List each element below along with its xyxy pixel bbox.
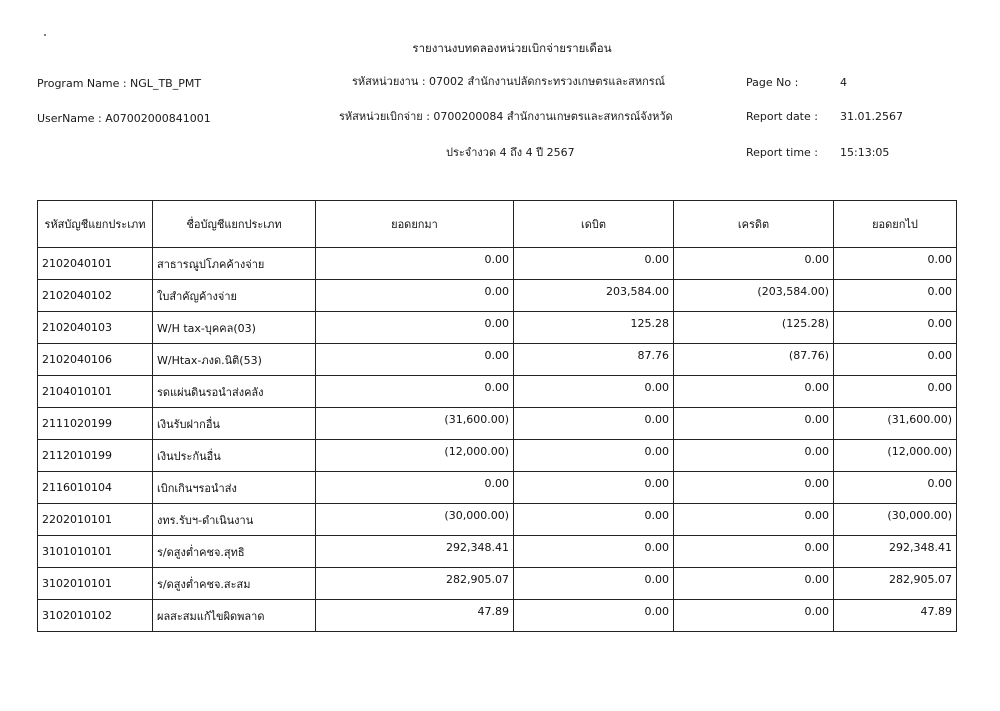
debit-amount: 0.00 — [514, 248, 674, 280]
opening-balance: 282,905.07 — [316, 568, 514, 600]
account-name: เงินประกันอื่น — [153, 440, 316, 472]
account-name: W/H tax-บุคคล(03) — [153, 312, 316, 344]
closing-balance: 0.00 — [834, 312, 957, 344]
program-name: Program Name : NGL_TB_PMT — [37, 77, 202, 90]
closing-balance: 292,348.41 — [834, 536, 957, 568]
closing-balance: 0.00 — [834, 472, 957, 504]
opening-balance: 0.00 — [316, 312, 514, 344]
closing-balance: 0.00 — [834, 280, 957, 312]
table-row — [38, 376, 957, 408]
account-code: 2102040106 — [38, 344, 153, 376]
account-code: 2102040101 — [38, 248, 153, 280]
debit-amount: 0.00 — [514, 440, 674, 472]
closing-balance: 0.00 — [834, 248, 957, 280]
account-code: 2102040103 — [38, 312, 153, 344]
closing-balance: 47.89 — [834, 600, 957, 632]
opening-balance: 0.00 — [316, 248, 514, 280]
report-time-label: Report time : — [746, 146, 819, 159]
credit-amount: (203,584.00) — [674, 280, 834, 312]
agency-code: รหัสหน่วยงาน : 07002 สำนักงานปลัดกระทรวงเกษตรและสหกรณ์ — [352, 75, 665, 88]
report-date-value: 31.01.2567 — [840, 110, 903, 123]
table-header-row — [38, 201, 957, 248]
header-closing-balance: ยอดยกไป — [834, 201, 957, 248]
opening-balance: 0.00 — [316, 344, 514, 376]
debit-amount: 0.00 — [514, 536, 674, 568]
opening-balance: (12,000.00) — [316, 440, 514, 472]
account-name: งทร.รับฯ-ดำเนินงาน — [153, 504, 316, 536]
debit-amount: 87.76 — [514, 344, 674, 376]
account-name: ใบสำคัญค้างจ่าย — [153, 280, 316, 312]
table-row — [38, 248, 957, 280]
closing-balance: 0.00 — [834, 376, 957, 408]
opening-balance: 0.00 — [316, 472, 514, 504]
table-row — [38, 472, 957, 504]
credit-amount: 0.00 — [674, 376, 834, 408]
account-code: 2111020199 — [38, 408, 153, 440]
opening-balance: 47.89 — [316, 600, 514, 632]
account-name: ผลสะสมแก้ไขผิดพลาด — [153, 600, 316, 632]
account-name: ร/ดสูงต่ำคชจ.สะสม — [153, 568, 316, 600]
table-row — [38, 600, 957, 632]
opening-balance: 0.00 — [316, 376, 514, 408]
account-name: W/Htax-ภงด.นิติ(53) — [153, 344, 316, 376]
account-name: เงินรับฝากอื่น — [153, 408, 316, 440]
opening-balance: (30,000.00) — [316, 504, 514, 536]
credit-amount: 0.00 — [674, 568, 834, 600]
scan-speck — [44, 34, 46, 36]
credit-amount: 0.00 — [674, 472, 834, 504]
closing-balance: (31,600.00) — [834, 408, 957, 440]
credit-amount: 0.00 — [674, 504, 834, 536]
report-time-value: 15:13:05 — [840, 146, 890, 159]
table-row — [38, 344, 957, 376]
report-title: รายงานงบทดลองหน่วยเบิกจ่ายรายเดือน — [412, 41, 612, 55]
user-name: UserName : A07002000841001 — [37, 112, 211, 125]
closing-balance: (12,000.00) — [834, 440, 957, 472]
account-code: 2104010101 — [38, 376, 153, 408]
opening-balance: 292,348.41 — [316, 536, 514, 568]
debit-amount: 0.00 — [514, 472, 674, 504]
account-code: 2202010101 — [38, 504, 153, 536]
account-code: 2116010104 — [38, 472, 153, 504]
report-date-label: Report date : — [746, 110, 818, 123]
account-code: 3102010101 — [38, 568, 153, 600]
credit-amount: 0.00 — [674, 408, 834, 440]
header-opening-balance: ยอดยกมา — [316, 201, 514, 248]
account-name: เบิกเกินฯรอนำส่ง — [153, 472, 316, 504]
report-period: ประจำงวด 4 ถึง 4 ปี 2567 — [446, 146, 575, 159]
table-row — [38, 568, 957, 600]
closing-balance: (30,000.00) — [834, 504, 957, 536]
credit-amount: 0.00 — [674, 440, 834, 472]
closing-balance: 0.00 — [834, 344, 957, 376]
table-row — [38, 312, 957, 344]
credit-amount: 0.00 — [674, 536, 834, 568]
credit-amount: (87.76) — [674, 344, 834, 376]
table-row — [38, 280, 957, 312]
header-credit: เครดิต — [674, 201, 834, 248]
account-code: 3102010102 — [38, 600, 153, 632]
table-row — [38, 440, 957, 472]
debit-amount: 0.00 — [514, 408, 674, 440]
account-name: สาธารณูปโภคค้างจ่าย — [153, 248, 316, 280]
debit-amount: 0.00 — [514, 600, 674, 632]
account-name: รดแผ่นดินรอนำส่งคลัง — [153, 376, 316, 408]
debit-amount: 0.00 — [514, 376, 674, 408]
table-row — [38, 504, 957, 536]
table-row — [38, 408, 957, 440]
header-debit: เดบิต — [514, 201, 674, 248]
account-name: ร/ดสูงต่ำคชจ.สุทธิ — [153, 536, 316, 568]
closing-balance: 282,905.07 — [834, 568, 957, 600]
account-code: 2102040102 — [38, 280, 153, 312]
debit-amount: 203,584.00 — [514, 280, 674, 312]
opening-balance: (31,600.00) — [316, 408, 514, 440]
page-no-label: Page No : — [746, 76, 799, 89]
credit-amount: 0.00 — [674, 248, 834, 280]
disbursing-unit: รหัสหน่วยเบิกจ่าย : 0700200084 สำนักงานเกษตรและสหกรณ์จังหวัด — [339, 110, 673, 123]
opening-balance: 0.00 — [316, 280, 514, 312]
table-row — [38, 536, 957, 568]
debit-amount: 0.00 — [514, 504, 674, 536]
header-account-name: ชื่อบัญชีแยกประเภท — [153, 201, 316, 248]
debit-amount: 0.00 — [514, 568, 674, 600]
trial-balance-table — [37, 200, 957, 632]
credit-amount: 0.00 — [674, 600, 834, 632]
credit-amount: (125.28) — [674, 312, 834, 344]
account-code: 3101010101 — [38, 536, 153, 568]
debit-amount: 125.28 — [514, 312, 674, 344]
account-code: 2112010199 — [38, 440, 153, 472]
header-account-code: รหัสบัญชีแยกประเภท — [38, 201, 153, 248]
page-no-value: 4 — [840, 76, 847, 89]
